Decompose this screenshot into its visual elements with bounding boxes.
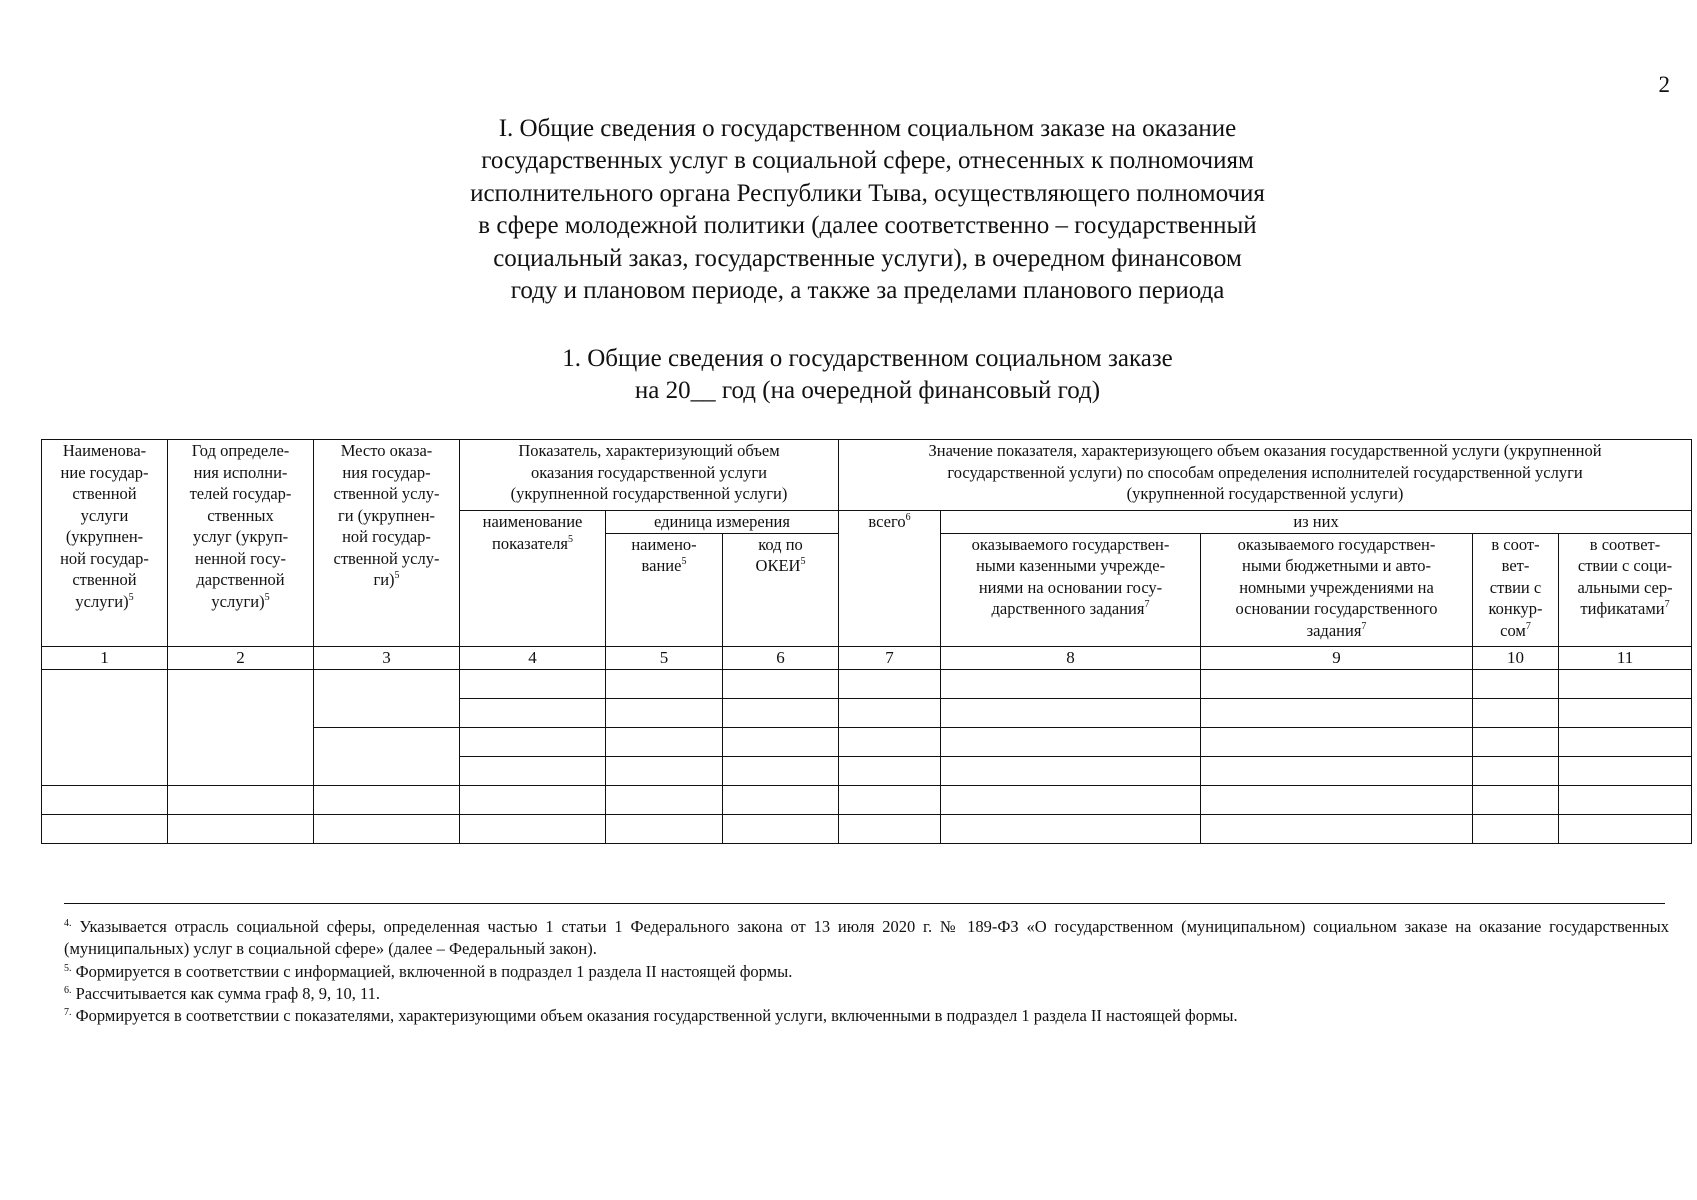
column-number: 2 (168, 646, 314, 669)
table-cell (1473, 756, 1559, 785)
table-cell (941, 756, 1201, 785)
header-cell-indicator-name: наименование показателя$^5$ (460, 511, 606, 647)
table-cell (314, 669, 460, 727)
table-cell (941, 698, 1201, 727)
table-cell (723, 756, 839, 785)
footnote-4 (64, 916, 1669, 961)
column-number: 11 (1559, 646, 1692, 669)
table-cell (314, 814, 460, 843)
header-cell-total: всего$^6$ (839, 511, 941, 647)
table-cell (606, 785, 723, 814)
table-cell (941, 814, 1201, 843)
column-number: 5 (606, 646, 723, 669)
subheading-line: на 20__ год (на очередной финансовый год) (634, 377, 1101, 404)
column-number-row (42, 646, 1692, 669)
table-cell (723, 814, 839, 843)
table-cell (723, 785, 839, 814)
section-heading (300, 113, 1435, 307)
subsection-heading (300, 343, 1435, 407)
table-cell (723, 669, 839, 698)
footnote-5 (64, 961, 1669, 983)
column-number: 8 (941, 646, 1201, 669)
table-cell (1201, 727, 1473, 756)
table-cell (723, 727, 839, 756)
footnote-6 (64, 983, 1669, 1005)
table-cell (460, 698, 606, 727)
table-cell (1201, 785, 1473, 814)
table-cell (839, 727, 941, 756)
table-cell (606, 669, 723, 698)
table-cell (1473, 698, 1559, 727)
footnotes (64, 916, 1669, 1027)
table-cell (1201, 814, 1473, 843)
header-cell-unit-name: наимено- вание$^5$ (606, 533, 723, 646)
table-cell (606, 727, 723, 756)
footnote-mark: 5. (64, 962, 72, 974)
header-cell-budget-institutions: оказываемого государствен- ными бюджетными и авто- номными учреждениями на основании государственного задания$^7$ (1201, 533, 1473, 646)
table-cell (839, 756, 941, 785)
column-number: 7 (839, 646, 941, 669)
footnote-mark: 7. (64, 1007, 72, 1019)
heading-line: в сфере молодежной политики (далее соответственно – государственный (478, 212, 1257, 240)
column-number: 4 (460, 646, 606, 669)
footnote-separator (64, 903, 1665, 904)
table-cell (168, 814, 314, 843)
column-number: 3 (314, 646, 460, 669)
table-cell (1559, 756, 1692, 785)
header-group-unit: единица измерения (606, 511, 839, 534)
table-cell (1559, 814, 1692, 843)
heading-line: социальный заказ, государственные услуги), в очередном финансовом (493, 244, 1242, 272)
footnote-mark: 4. (64, 918, 72, 929)
heading-line: государственных услуг в социальной сфере, отнесенных к полномочиям (481, 147, 1254, 175)
header-cell-service-name: Наименова- ние государ- ственной услуги (укрупнен- ной государ- ственной услуги)$^5$ (42, 440, 168, 647)
table-cell (941, 785, 1201, 814)
table-cell (941, 727, 1201, 756)
table-cell (1201, 669, 1473, 698)
table-cell (460, 814, 606, 843)
footnote-text: Указывается отрасль социальной сферы, определенная частью 1 статьи 1 Федерального закона от 13 июля 2020 г. № 189-ФЗ «О государственном (муниципальном) социальном заказе на оказание государственных (муниципальных) услуг в социальной сфере» (далее – Федеральный закон). (64, 917, 1670, 959)
footnote-text: Формируется в соответствии с показателями, характеризующими объем оказания государственной услуги, включенными в подраздел 1 раздела II настоящей формы. (75, 1006, 1238, 1026)
table-cell (606, 698, 723, 727)
table-cell (941, 669, 1201, 698)
table-cell (839, 814, 941, 843)
table-row (42, 785, 1692, 814)
heading-line: году и плановом периоде, а также за пределами планового периода (510, 277, 1225, 305)
table-cell (1559, 669, 1692, 698)
table-cell (314, 727, 460, 785)
table-cell (839, 785, 941, 814)
table-cell (1473, 814, 1559, 843)
column-number: 9 (1201, 646, 1473, 669)
footnote-text: Рассчитывается как сумма граф 8, 9, 10, 11. (75, 983, 381, 1003)
table-cell (42, 785, 168, 814)
header-cell-state-institutions: оказываемого государствен- ными казенными учрежде- ниями на основании госу- дарственного задания$^7$ (941, 533, 1201, 646)
table-cell (1559, 698, 1692, 727)
header-group-of-them: из них (941, 511, 1692, 534)
table-row (42, 814, 1692, 843)
table-cell (1473, 669, 1559, 698)
header-group-value: Значение показателя, характеризующего объем оказания государственной услуги (укрупненной государственной услуги) по способам определения исполнителей государственной услуги (укрупненной государственной услуги) (839, 440, 1692, 511)
header-group-indicator: Показатель, характеризующий объем оказания государственной услуги (укрупненной государственной услуги) (460, 440, 839, 511)
footnote-mark: 6. (64, 984, 72, 996)
header-cell-place: Место оказа- ния государ- ственной услу- ги (укрупнен- ной государ- ственной услу- ги)$^5$ (314, 440, 460, 647)
table-cell (168, 785, 314, 814)
column-number: 6 (723, 646, 839, 669)
table-cell (723, 698, 839, 727)
table-cell (606, 814, 723, 843)
table-row (42, 669, 1692, 698)
table-cell (460, 727, 606, 756)
header-cell-competition: в соот- вет- ствии с конкур- сом$^7$ (1473, 533, 1559, 646)
table-cell (314, 785, 460, 814)
table-cell (460, 785, 606, 814)
table-cell (460, 756, 606, 785)
table-cell (1201, 698, 1473, 727)
subheading-line: 1. Общие сведения о государственном социальном заказе (562, 345, 1173, 372)
table-cell (42, 814, 168, 843)
table-cell (1559, 727, 1692, 756)
column-number: 1 (42, 646, 168, 669)
social-order-table (41, 439, 1692, 844)
heading-line: I. Общие сведения о государственном социальном заказе на оказание (498, 115, 1237, 142)
footnote-text: Формируется в соответствии с информацией, включенной в подраздел 1 раздела II настоящей формы. (75, 961, 793, 981)
heading-line: исполнительного органа Республики Тыва, осуществляющего полномочия (470, 179, 1265, 207)
table-cell (1473, 727, 1559, 756)
table-cell (1201, 756, 1473, 785)
column-number: 10 (1473, 646, 1559, 669)
table-cell (1559, 785, 1692, 814)
header-cell-certificates: в соответ- ствии с соци- альными сер- тификатами$^7$ (1559, 533, 1692, 646)
table-cell (606, 756, 723, 785)
header-cell-okei-code: код по ОКЕИ$^5$ (723, 533, 839, 646)
table-cell (168, 669, 314, 785)
table-cell (839, 669, 941, 698)
table-cell (839, 698, 941, 727)
table-cell (1473, 785, 1559, 814)
table-cell (460, 669, 606, 698)
table-cell (42, 669, 168, 785)
header-cell-year: Год определе- ния исполни- телей государ- ственных услуг (укруп- ненной госу- дарственной услуги)$^5$ (168, 440, 314, 647)
footnote-7 (64, 1005, 1669, 1027)
page-number: 2 (1658, 72, 1670, 97)
